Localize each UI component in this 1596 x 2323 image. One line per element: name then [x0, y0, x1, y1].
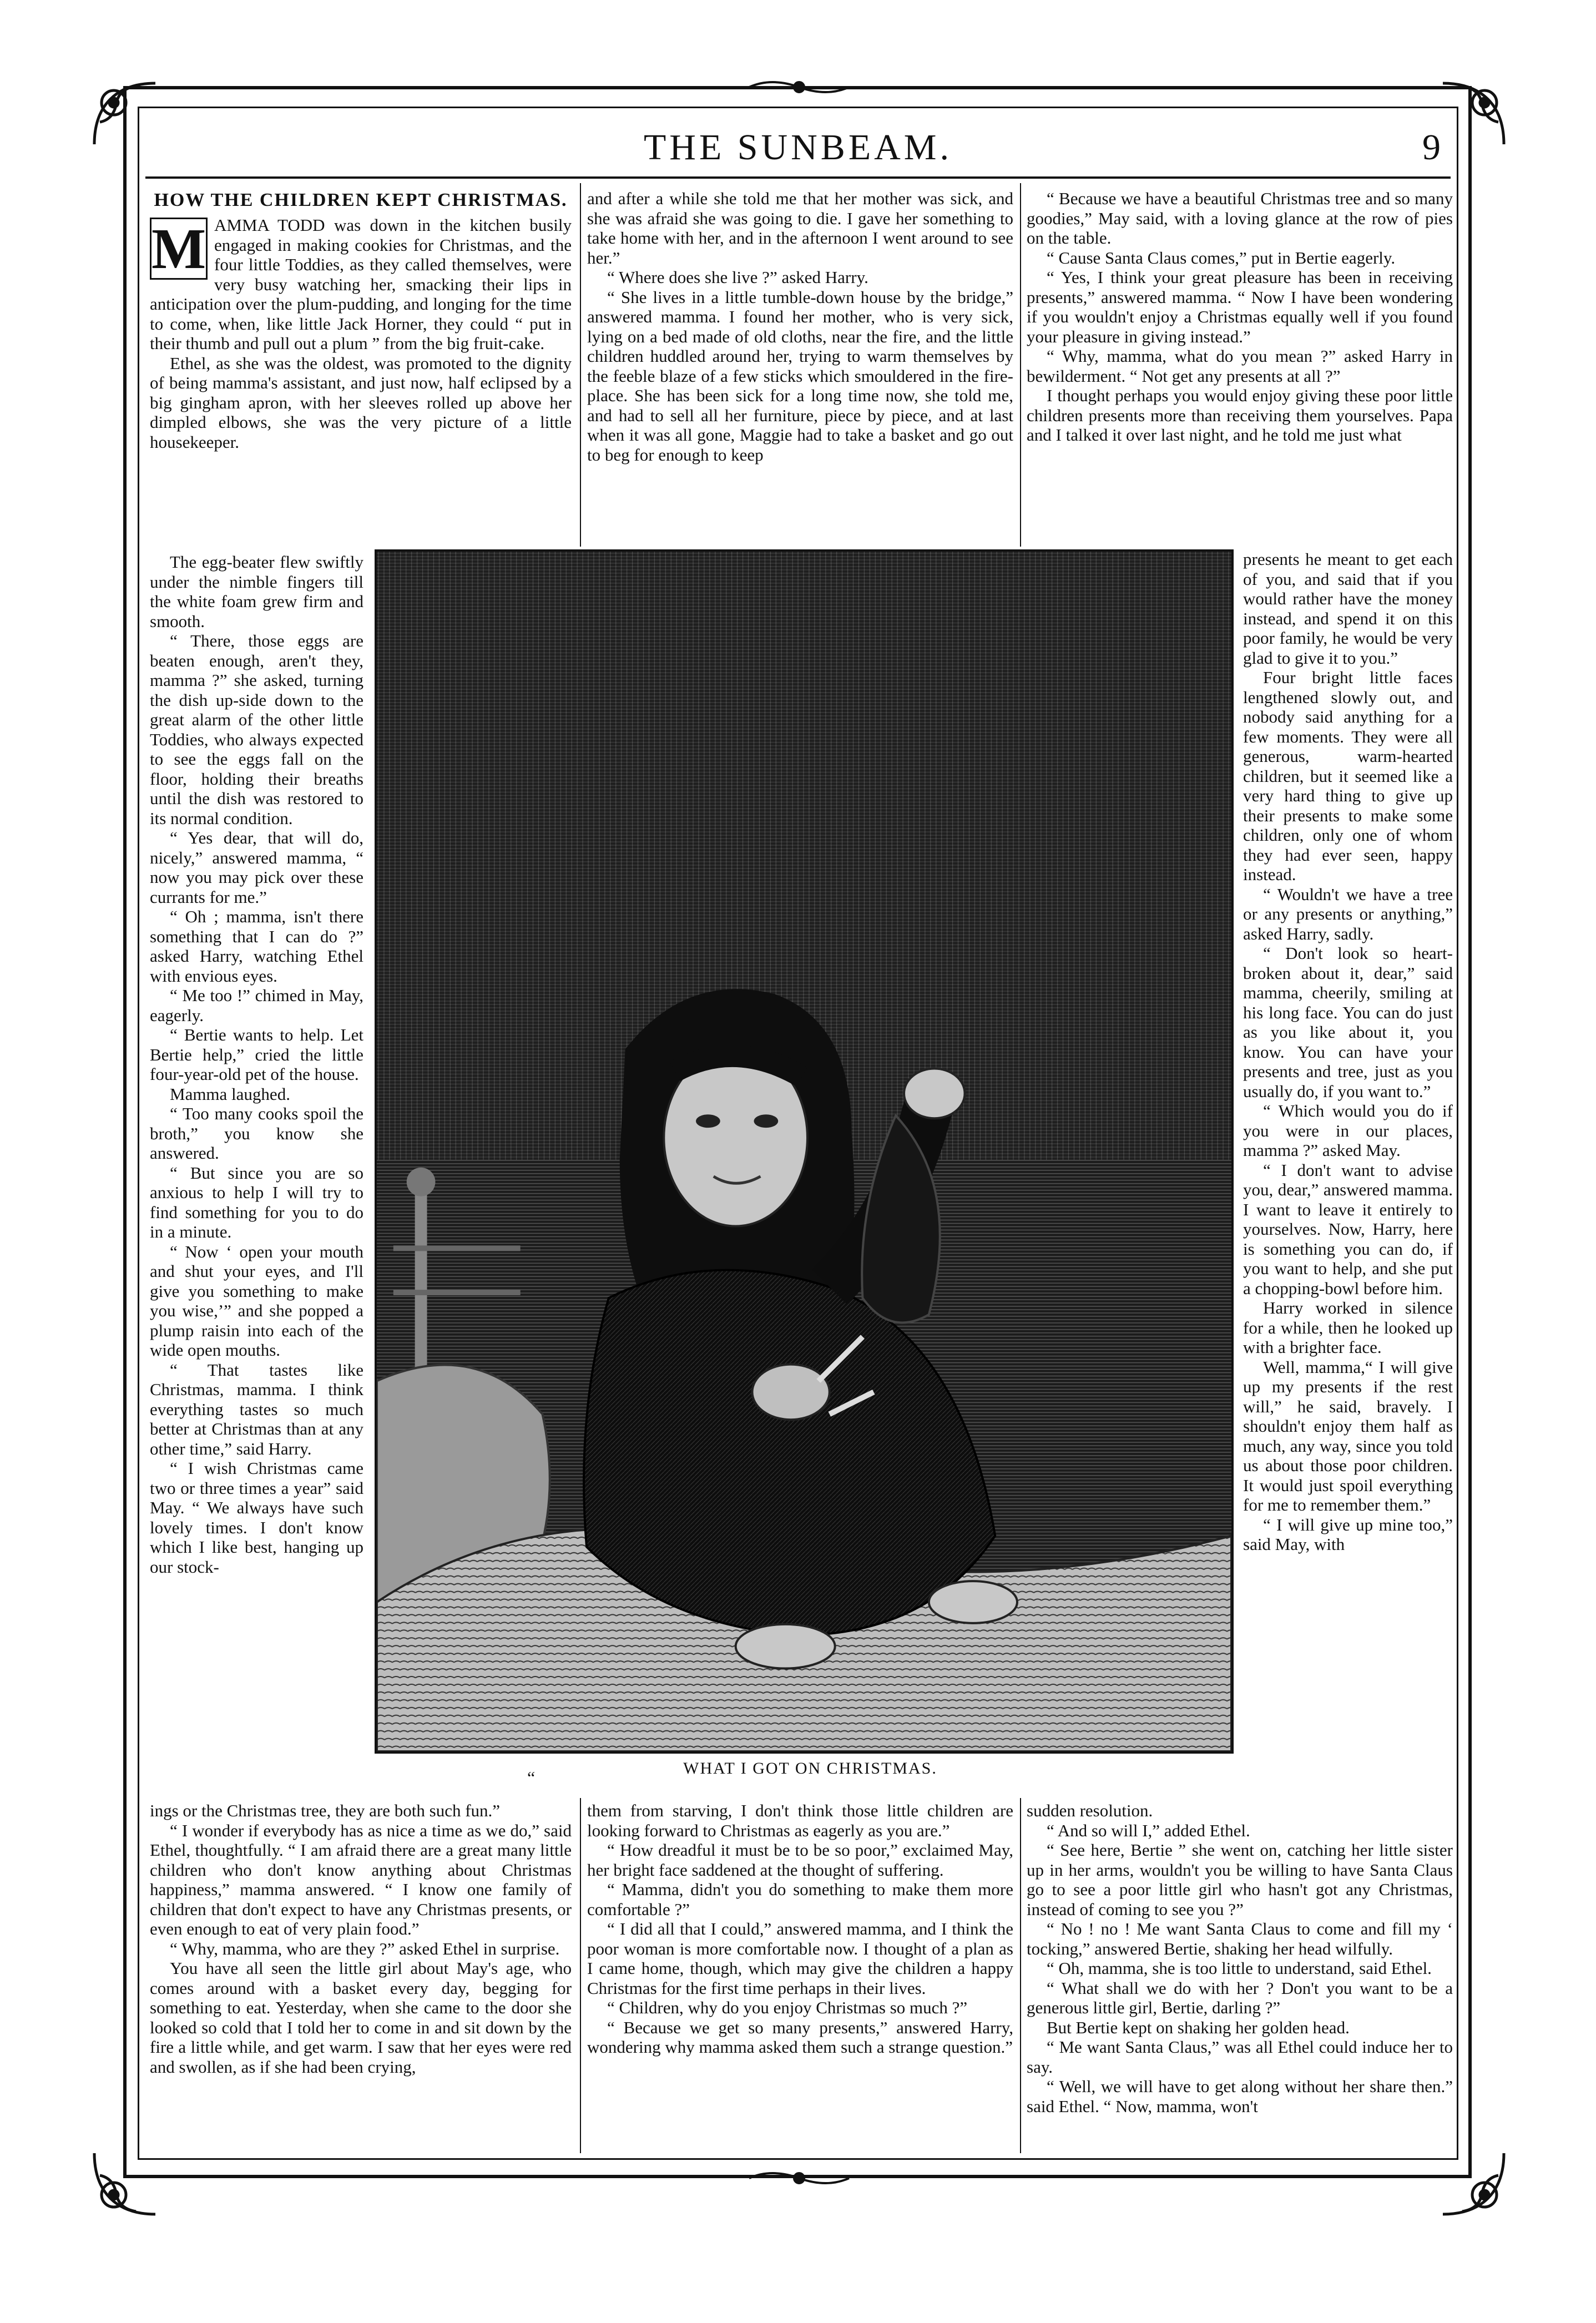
paragraph: I thought perhaps you would enjoy giving these poor little children presents more than receiving them yourselves. Papa and I talked it over last night, and he told me just what [1027, 386, 1453, 445]
column-2-top [587, 189, 1013, 547]
paragraph: AMMA TODD was down in the kitchen busily engaged in making cookies for Christmas, and the four little Toddies, as they called themselves, were very busy watching her, smacking their lips in anticipation over the plum-pudding, and longing for the time to come, when, like little Jack Horner, they could “ put in their thumb and pull out a plum ” from the big fruit-cake. [150, 215, 572, 353]
paragraph: “ She lives in a little tumble-down house by the bridge,” answered mamma. I found her mother, who is very sick, lying on a bed made of old cloths, near the fire, and the little children huddled around her, trying to warm themselves by the feeble blaze of a few sticks which smouldered in the fire-place. She has been sick for a long time now, she told me, and had to sell all her furniture, piece by piece, and at last when it was all gone, Maggie had to take a basket and go out to beg for enough to keep [587, 287, 1013, 464]
column-3-top [1027, 189, 1453, 549]
article-title: HOW THE CHILDREN KEPT CHRISTMAS. [154, 190, 568, 210]
column-3-bottom [1027, 1801, 1453, 2156]
column-1-narrow [150, 552, 363, 1798]
paragraph: “ Oh, mamma, she is too little to understand, said Ethel. [1047, 1958, 1432, 1978]
publication-title: THE SUNBEAM. [643, 127, 952, 168]
column-1-bottom [150, 1801, 572, 2156]
paragraph: “ Where does she live ?” asked Harry. [607, 267, 868, 287]
paragraph: “ Why, mamma, what do you mean ?” asked Harry in bewilderment. “ Not get any presents at all ?” [1027, 346, 1453, 386]
paragraph: Mamma laughed. [170, 1084, 290, 1104]
column-rule-2-top [1020, 183, 1021, 547]
paragraph: Ethel, as she was the oldest, was promoted to the dignity of being mamma's assistant, and just now, half eclipsed by a big gingham apron, with her sleeves rolled up above her dimpled elbows, she was the very picture of a little housekeeper. [150, 353, 572, 452]
paragraph: “ Cause Santa Claus comes,” put in Bertie eagerly. [1047, 248, 1396, 267]
paragraph: “ Oh ; mamma, isn't there something that I can do ?” asked Harry, watching Ethel with envious eyes. [150, 907, 363, 986]
column-1-top [150, 189, 572, 552]
paragraph: “ I wonder if everybody has as nice a time as we do,” said Ethel, thoughtfully. “ I am afraid there are a great many little children who don't know anything about Christmas happiness,” mamma answered. “ I know one family of children that don't expect to have any Christmas presents, or even enough to eat of very plain food.” [150, 1820, 572, 1938]
paragraph: “ No ! no ! Me want Santa Claus to come and fill my ‘ tocking,” answered Bertie, shaking her head wilfully. [1027, 1919, 1453, 1958]
paragraph: “ Children, why do you enjoy Christmas so much ?” [607, 1998, 968, 2017]
engraving-illustration [375, 549, 1234, 1754]
paragraph: You have all seen the little girl about May's age, who comes around with a basket every day, begging for something to eat. Yesterday, when she came to the door she looked so cold that I told her to come in and sit down by the fire a little while, and get warm. I saw that her eyes were red and swollen, as if she had been crying, [150, 1958, 572, 2077]
paragraph: presents he meant to get each of you, and said that if you would rather have the money instead, and spend it on this poor family, he would be very glad to give it to you.” [1243, 549, 1453, 668]
paragraph: “ What shall we do with her ? Don't you want to be a generous little girl, Bertie, darling ?” [1027, 1978, 1453, 2017]
paragraph: Well, mamma,“ I will give up my presents if the rest will,” he said, bravely. I shouldn't enjoy them half as much, any way, since you told us about those poor children. It would just spoil everything for me to remember them.” [1243, 1357, 1453, 1514]
ornament-bottom-center [744, 2169, 855, 2188]
ornament-top-center [744, 78, 855, 97]
masthead [144, 127, 1452, 171]
column-rule-2-bottom [1020, 1798, 1021, 2153]
column-3-narrow [1243, 549, 1453, 1798]
paragraph: “ Yes dear, that will do, nicely,” answered mamma, “ now you may pick over these currants for me.” [150, 828, 363, 907]
paragraph: sudden resolution. [1027, 1801, 1153, 1820]
paragraph: Harry worked in silence for a while, then he looked up with a brighter face. [1243, 1298, 1453, 1357]
paragraph: “ Because we get so many presents,” answered Harry, wondering why mamma asked them such a strange question.” [587, 2017, 1013, 2057]
paragraph: “ Me want Santa Claus,” was all Ethel could induce her to say. [1027, 2037, 1453, 2077]
paragraph: “ I wish Christmas came two or three times a year” said May. “ We always have such lovely times. I don't know which I like best, hanging up our stock- [150, 1458, 363, 1577]
paragraph: But Bertie kept on shaking her golden head. [1047, 2017, 1350, 2037]
paragraph: “ There, those eggs are beaten enough, aren't they, mamma ?” she asked, turning the dish up-side down to the great alarm of the other little Toddies, who always expected to see the eggs fall on the floor, holding their breaths until the dish was restored to its normal condition. [150, 631, 363, 828]
page-number: 9 [1422, 127, 1441, 168]
paragraph: “ Me too !” chimed in May, eagerly. [150, 986, 363, 1025]
drop-capital: M [150, 218, 208, 280]
paragraph: “ Too many cooks spoil the broth,” you know she answered. [150, 1104, 363, 1163]
paragraph: The egg-beater flew swiftly under the nimble fingers till the white foam grew firm and smooth. [150, 552, 363, 631]
paragraph: “ Wouldn't we have a tree or any presents or anything,” asked Harry, sadly. [1243, 884, 1453, 943]
paragraph: “ See here, Bertie ” she went on, catching her little sister up in her arms, wouldn't you be willing to have Santa Claus go to see a poor little girl who hasn't got any Christmas, instead of coming to see you ?” [1027, 1840, 1453, 1919]
paragraph: “ Yes, I think your great pleasure has been in receiving presents,” answered mamma. “ Now I have been wondering if you wouldn't enjoy a Christmas equally well if you found your pleasure in giving instead.” [1027, 267, 1453, 346]
paragraph: “ Now ‘ open your mouth and shut your eyes, and I'll give you something to make you wise,’” and she popped a plump raisin into each of the wide open mouths. [150, 1241, 363, 1360]
paragraph: “ But since you are so anxious to help I will try to find something for you to do in a minute. [150, 1163, 363, 1241]
illustration-caption: WHAT I GOT ON CHRISTMAS. [683, 1759, 937, 1777]
paragraph: “ Mamma, didn't you do something to make them more comfortable ?” [587, 1880, 1013, 1919]
paragraph: “ Why, mamma, who are they ?” asked Ethel in surprise. [170, 1938, 560, 1958]
stray-quote-mark: “ [527, 1768, 536, 1787]
paragraph: ings or the Christmas tree, they are both such fun.” [150, 1801, 501, 1820]
paragraph: “ How dreadful it must be to be so poor,” exclaimed May, her bright face saddened at the thought of suffering. [587, 1840, 1013, 1880]
paragraph: “ Well, we will have to get along without her share then.” said Ethel. “ Now, mamma, won't [1027, 2077, 1453, 2116]
paragraph: “ That tastes like Christmas, mamma. I think everything tastes so much better at Christmas than at any other time,” said Harry. [150, 1360, 363, 1458]
paragraph: “ Which would you do if you were in our places, mamma ?” asked May. [1243, 1101, 1453, 1160]
paragraph: “ And so will I,” added Ethel. [1047, 1820, 1250, 1840]
column-2-bottom [587, 1801, 1013, 2156]
column-rule-1-top [580, 183, 581, 547]
paragraph: and after a while she told me that her mother was sick, and she was afraid she was going to die. I gave her something to take home with her, and in the afternoon I went around to see her.” [587, 189, 1013, 267]
paragraph: Four bright little faces lengthened slowly out, and nobody said anything for a few moments. They were all generous, warm-hearted children, but it seemed like a very hard thing to give up their presents to make some children, only one of whom they had ever seen, happy instead. [1243, 668, 1453, 884]
paragraph: “ Don't look so heart-broken about it, dear,” said mamma, cheerily, smiling at his long face. You can do just as you like about it, you know. You can have your presents and tree, just as you usually do, if you want to.” [1243, 943, 1453, 1101]
column-rule-1-bottom [580, 1798, 581, 2153]
paragraph: “ I will give up mine too,” said May, with [1243, 1514, 1453, 1554]
paragraph: “ I did all that I could,” answered mamma, and I think the poor woman is more comfortable now. I thought of a plan as I came home, though, which may give the children a happy Christmas for the first time perhaps in their lives. [587, 1919, 1013, 1998]
paragraph: “ Bertie wants to help. Let Bertie help,” cried the little four-year-old pet of the house. [150, 1025, 363, 1084]
paragraph: “ Because we have a beautiful Christmas tree and so many goodies,” May said, with a loving glance at the row of pies on the table. [1027, 189, 1453, 248]
paragraph: them from starving, I don't think those little children are looking forward to Christmas as eagerly as you are.” [587, 1801, 1013, 1840]
paragraph: “ I don't want to advise you, dear,” answered mamma. I want to leave it entirely to yourselves. Now, Harry, here is something you can do, if you want to help, and she put a chopping-bowl before him. [1243, 1160, 1453, 1298]
header-rule [145, 176, 1451, 179]
